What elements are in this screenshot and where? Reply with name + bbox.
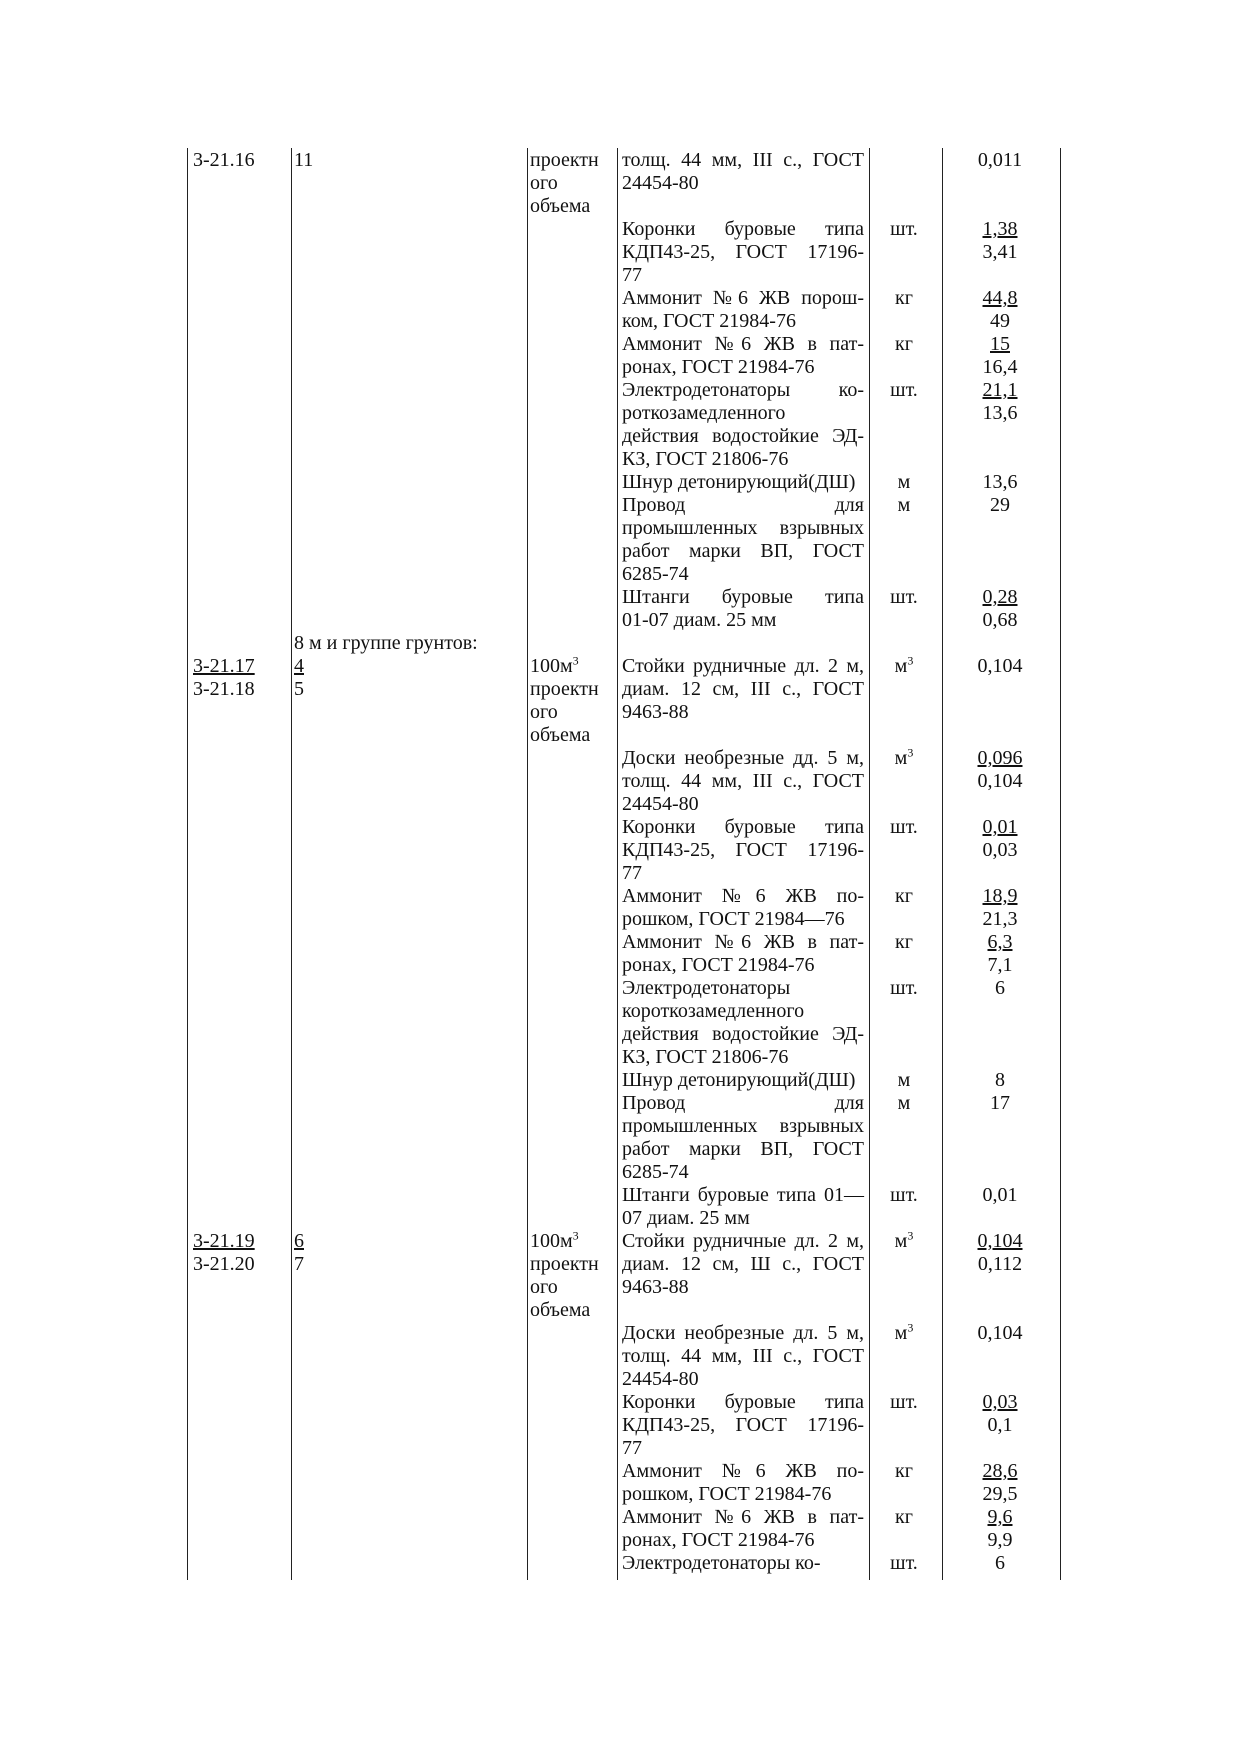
material-quantity: 0,1 xyxy=(987,1414,1013,1436)
superscript: 3 xyxy=(907,1228,914,1243)
material-quantity: 0,28 xyxy=(982,586,1018,608)
description-line: 9463-88 xyxy=(622,1276,689,1298)
material-quantity: 7,1 xyxy=(987,954,1013,976)
material-quantity: 1,38 xyxy=(982,218,1018,240)
description-line: роткозамедленного xyxy=(622,402,786,424)
norm-code: 3-21.16 xyxy=(193,149,255,171)
description-line: работ марки ВП, ГОСТ xyxy=(622,1138,864,1160)
description-line: Коронки буровые типа xyxy=(622,218,864,240)
material-unit: шт. xyxy=(890,1184,918,1206)
material-quantity: 21,3 xyxy=(982,908,1018,930)
column-border xyxy=(1060,148,1061,1580)
description-line: Аммонит №6 ЖВ по- xyxy=(622,885,864,907)
norm-unit: проектн xyxy=(530,1253,599,1275)
material-quantity: 0,011 xyxy=(977,149,1023,171)
material-quantity: 0,03 xyxy=(982,1391,1018,1413)
material-unit: шт. xyxy=(890,977,918,999)
description-line: Стойки рудничные дл. 2 м, xyxy=(622,655,864,677)
material-quantity: 0,112 xyxy=(977,1253,1023,1275)
description-line: КДП43-25, ГОСТ 17196- xyxy=(622,839,864,861)
column-border xyxy=(617,148,618,1580)
description-line: рошком, ГОСТ 21984—76 xyxy=(622,908,845,930)
material-quantity: 0,104 xyxy=(977,1322,1023,1344)
description-line: Аммонит №6 ЖВ в пат- xyxy=(622,333,864,355)
material-quantity: 8 xyxy=(995,1069,1005,1091)
material-quantity: 17 xyxy=(990,1092,1010,1114)
description-line: толщ. 44 мм, III с., ГОСТ xyxy=(622,149,864,171)
description-line: Аммонит №6 ЖВ порош- xyxy=(622,287,864,309)
material-quantity: 16,4 xyxy=(982,356,1018,378)
norm-unit: $100м^3$ xyxy=(530,1228,579,1252)
material-description xyxy=(622,655,864,724)
material-description xyxy=(622,977,864,1069)
material-quantity: 0,68 xyxy=(982,609,1018,631)
section-caption: 8 м и группе грунтов: xyxy=(294,632,478,654)
material-description xyxy=(622,1069,864,1092)
norm-unit: объема xyxy=(530,1299,591,1321)
norm-unit: ого xyxy=(530,1276,558,1298)
material-quantity: 15 xyxy=(990,333,1010,355)
material-unit: кг xyxy=(895,885,913,907)
description-line: диам. 12 см, III с., ГОСТ xyxy=(622,678,864,700)
description-line: Электродетонаторы ко- xyxy=(622,1552,821,1574)
norm-parameter: 11 xyxy=(294,149,314,171)
material-quantity: 28,6 xyxy=(982,1460,1018,1482)
column-border xyxy=(942,148,943,1580)
material-unit: шт. xyxy=(890,218,918,240)
material-description xyxy=(622,586,864,632)
description-line: Стойки рудничные дл. 2 м, xyxy=(622,1230,864,1252)
material-unit: шт. xyxy=(890,1552,918,1574)
description-line: КДП43-25, ГОСТ 17196- xyxy=(622,241,864,263)
material-quantity: 0,104 xyxy=(977,655,1023,677)
description-line: 6285-74 xyxy=(622,563,689,585)
description-line: КДП43-25, ГОСТ 17196- xyxy=(622,1414,864,1436)
description-line: Провод для xyxy=(622,494,864,516)
material-unit: кг xyxy=(895,1460,913,1482)
material-quantity: 9,9 xyxy=(987,1529,1013,1551)
description-line: действия водостойкие ЭД- xyxy=(622,425,864,447)
description-line: толщ. 44 мм, III с., ГОСТ xyxy=(622,1345,864,1367)
material-quantity: 3,41 xyxy=(982,241,1018,263)
material-description xyxy=(622,1506,864,1552)
material-quantity: 21,1 xyxy=(982,379,1018,401)
column-border xyxy=(527,148,528,1580)
description-line: 07 диам. 25 мм xyxy=(622,1207,750,1229)
description-line: ронах, ГОСТ 21984-76 xyxy=(622,356,815,378)
description-line: Штанги буровые типа xyxy=(622,586,864,608)
norm-code: 3-21.19 xyxy=(193,1230,255,1252)
material-quantity: 13,6 xyxy=(982,402,1018,424)
description-line: ронах, ГОСТ 21984-76 xyxy=(622,954,815,976)
material-description xyxy=(622,931,864,977)
material-description xyxy=(622,1391,864,1460)
material-description xyxy=(622,218,864,287)
norm-unit: ого xyxy=(530,172,558,194)
description-line: Электродетонаторы xyxy=(622,977,791,999)
material-description xyxy=(622,379,864,471)
material-quantity: 44,8 xyxy=(982,287,1018,309)
description-line: Электродетонаторы ко- xyxy=(622,379,864,401)
material-quantity: 0,096 xyxy=(977,747,1023,769)
material-description xyxy=(622,885,864,931)
material-description xyxy=(622,149,864,195)
material-description xyxy=(622,333,864,379)
material-quantity: 0,104 xyxy=(977,770,1023,792)
norm-parameter: 4 xyxy=(294,655,304,677)
description-line: ронах, ГОСТ 21984-76 xyxy=(622,1529,815,1551)
description-line: ком, ГОСТ 21984-76 xyxy=(622,310,796,332)
material-description xyxy=(622,1322,864,1391)
column-border xyxy=(869,148,870,1580)
description-line: Доски необрезные дд. 5 м, xyxy=(622,747,864,769)
material-description xyxy=(622,471,864,494)
material-description xyxy=(622,287,864,333)
description-line: КЗ, ГОСТ 21806-76 xyxy=(622,448,789,470)
norm-parameter: 5 xyxy=(294,678,304,700)
material-description xyxy=(622,816,864,885)
description-line: короткозамедленного xyxy=(622,1000,805,1022)
description-line: 24454-80 xyxy=(622,172,699,194)
description-line: Аммонит №6 ЖВ по- xyxy=(622,1460,864,1482)
material-unit: м xyxy=(897,471,911,493)
material-quantity: 18,9 xyxy=(982,885,1018,907)
material-description xyxy=(622,1552,864,1575)
description-line: 6285-74 xyxy=(622,1161,689,1183)
description-line: промышленных взрывных xyxy=(622,1115,864,1137)
material-quantity: 29,5 xyxy=(982,1483,1018,1505)
superscript: 3 xyxy=(572,1228,579,1243)
material-quantity: 9,6 xyxy=(987,1506,1013,1528)
superscript: 3 xyxy=(907,653,914,668)
material-description xyxy=(622,1230,864,1299)
norm-parameter: 6 xyxy=(294,1230,304,1252)
material-description xyxy=(622,494,864,586)
column-border xyxy=(291,148,292,1580)
description-line: работ марки ВП, ГОСТ xyxy=(622,540,864,562)
material-unit: шт. xyxy=(890,1391,918,1413)
description-line: 01-07 диам. 25 мм xyxy=(622,609,777,631)
norm-code: 3-21.18 xyxy=(193,678,255,700)
description-line: промышленных взрывных xyxy=(622,517,864,539)
material-unit: м xyxy=(897,1092,911,1114)
description-line: 77 xyxy=(622,264,642,286)
material-description xyxy=(622,1460,864,1506)
norm-parameter: 7 xyxy=(294,1253,304,1275)
material-unit: м xyxy=(897,494,911,516)
norm-code: 3-21.17 xyxy=(193,655,255,677)
material-quantity: 0,03 xyxy=(982,839,1018,861)
description-line: толщ. 44 мм, III с., ГОСТ xyxy=(622,770,864,792)
material-quantity: 29 xyxy=(990,494,1010,516)
material-unit: $м^3$ xyxy=(894,1228,914,1252)
description-line: Аммонит №6 ЖВ в пат- xyxy=(622,931,864,953)
description-line: 77 xyxy=(622,1437,642,1459)
material-unit: кг xyxy=(895,333,913,355)
material-quantity: 6 xyxy=(995,1552,1005,1574)
material-unit: шт. xyxy=(890,379,918,401)
description-line: 24454-80 xyxy=(622,793,699,815)
material-quantity: 13,6 xyxy=(982,471,1018,493)
material-unit: шт. xyxy=(890,816,918,838)
material-quantity: 0,104 xyxy=(977,1230,1023,1252)
description-line: 9463-88 xyxy=(622,701,689,723)
norm-unit: объема xyxy=(530,195,591,217)
description-line: действия водостойкие ЭД- xyxy=(622,1023,864,1045)
norm-unit: проектн xyxy=(530,149,599,171)
norm-unit: ого xyxy=(530,701,558,723)
norm-unit: объема xyxy=(530,724,591,746)
superscript: 3 xyxy=(572,653,579,668)
description-line: Аммонит №6 ЖВ в пат- xyxy=(622,1506,864,1528)
material-quantity: 6,3 xyxy=(987,931,1013,953)
material-unit: $м^3$ xyxy=(894,745,914,769)
description-line: Шнур детонирующий(ДШ) xyxy=(622,1069,856,1091)
material-unit: кг xyxy=(895,287,913,309)
material-quantity: 0,01 xyxy=(982,1184,1018,1206)
description-line: Штанги буровые типа 01— xyxy=(622,1184,864,1206)
description-line: 77 xyxy=(622,862,642,884)
description-line: Коронки буровые типа xyxy=(622,1391,864,1413)
material-description xyxy=(622,747,864,816)
description-line: 24454-80 xyxy=(622,1368,699,1390)
material-description xyxy=(622,1184,864,1230)
material-unit: кг xyxy=(895,1506,913,1528)
description-line: Доски необрезные дл. 5 м, xyxy=(622,1322,864,1344)
material-unit: $м^3$ xyxy=(894,653,914,677)
norm-unit: проектн xyxy=(530,678,599,700)
description-line: КЗ, ГОСТ 21806-76 xyxy=(622,1046,789,1068)
material-quantity: 6 xyxy=(995,977,1005,999)
superscript: 3 xyxy=(907,1320,914,1335)
norm-code: 3-21.20 xyxy=(193,1253,255,1275)
material-description xyxy=(622,1092,864,1184)
material-unit: кг xyxy=(895,931,913,953)
description-line: диам. 12 см, Ш с., ГОСТ xyxy=(622,1253,864,1275)
material-unit: м xyxy=(897,1069,911,1091)
material-unit: шт. xyxy=(890,586,918,608)
material-quantity: 49 xyxy=(990,310,1010,332)
superscript: 3 xyxy=(907,745,914,760)
norm-unit: $100м^3$ xyxy=(530,653,579,677)
description-line: Коронки буровые типа xyxy=(622,816,864,838)
material-unit: $м^3$ xyxy=(894,1320,914,1344)
description-line: Провод для xyxy=(622,1092,864,1114)
column-border xyxy=(187,148,188,1580)
description-line: Шнур детонирующий(ДШ) xyxy=(622,471,856,493)
material-quantity: 0,01 xyxy=(982,816,1018,838)
description-line: рошком, ГОСТ 21984-76 xyxy=(622,1483,832,1505)
